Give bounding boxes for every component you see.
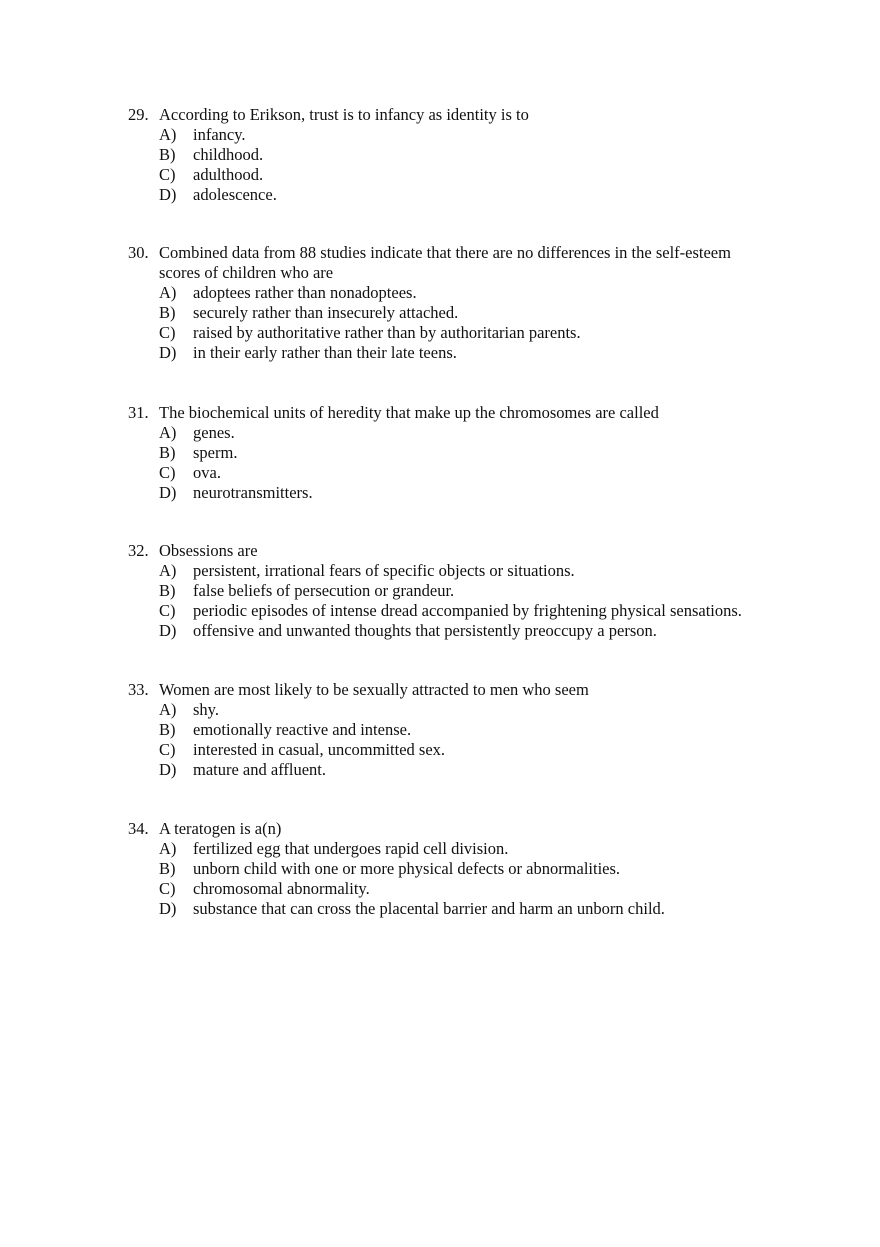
option-letter: A) [159,561,177,580]
question-31 [128,403,808,503]
option-text: unborn child with one or more physical defects or abnormalities. [193,859,621,878]
question-stem: A teratogen is a(n) [159,819,282,838]
option-text: offensive and unwanted thoughts that persistently preoccupy a person. [193,621,657,640]
question-stem [159,243,808,283]
option-text: fertilized egg that undergoes rapid cell division. [193,839,509,858]
option-letter: B) [159,859,176,878]
answer-options [159,561,808,641]
option-letter: A) [159,839,177,858]
answer-options [159,125,808,205]
answer-options [159,839,808,919]
option-text: childhood. [193,145,264,164]
option-a [159,423,808,443]
option-text: securely rather than insecurely attached. [193,303,459,322]
question-number: 30. [128,243,149,262]
option-c [159,323,808,343]
question-stem: According to Erikson, trust is to infancy as identity is to [159,105,529,124]
option-text: persistent, irrational fears of specific objects or situations. [193,561,575,580]
option-letter: D) [159,483,177,502]
option-text: mature and affluent. [193,760,327,779]
option-a [159,700,808,720]
option-text: substance that can cross the placental barrier and harm an unborn child. [193,899,665,918]
option-letter: D) [159,621,177,640]
option-c [159,601,808,621]
option-b [159,443,808,463]
option-letter: A) [159,283,177,302]
option-text: adolescence. [193,185,277,204]
option-d [159,899,808,919]
question-34 [128,819,808,919]
option-text: shy. [193,700,219,719]
option-letter: A) [159,700,177,719]
question-29 [128,105,808,205]
option-b [159,859,808,879]
option-text: periodic episodes of intense dread accompanied by frightening physical sensations. [193,601,742,620]
option-c [159,740,808,760]
option-letter: C) [159,463,176,482]
option-letter: B) [159,443,176,462]
option-letter: D) [159,899,177,918]
option-text: false beliefs of persecution or grandeur. [193,581,455,600]
answer-options [159,283,808,363]
answer-options [159,700,808,780]
option-letter: C) [159,323,176,342]
option-text: ova. [193,463,221,482]
question-stem: Women are most likely to be sexually attracted to men who seem [159,680,589,699]
option-d [159,343,808,363]
question-number: 32. [128,541,149,560]
option-text: chromosomal abnormality. [193,879,370,898]
option-a [159,125,808,145]
option-letter: D) [159,760,177,779]
question-stem-line: Combined data from 88 studies indicate that there are no differences in the self-esteem [159,243,731,262]
option-letter: C) [159,740,176,759]
option-letter: B) [159,720,176,739]
option-text: adoptees rather than nonadoptees. [193,283,417,302]
option-letter: A) [159,125,177,144]
option-text: infancy. [193,125,246,144]
question-32 [128,541,808,641]
option-text: emotionally reactive and intense. [193,720,412,739]
option-b [159,303,808,323]
option-text: sperm. [193,443,238,462]
option-letter: D) [159,343,177,362]
option-d [159,483,808,503]
option-text: genes. [193,423,235,442]
question-number: 34. [128,819,149,838]
option-a [159,283,808,303]
question-number: 31. [128,403,149,422]
option-letter: B) [159,581,176,600]
question-number: 29. [128,105,149,124]
option-c [159,165,808,185]
question-stem-line: scores of children who are [159,263,334,282]
option-text: adulthood. [193,165,264,184]
question-number: 33. [128,680,149,699]
question-stem: Obsessions are [159,541,258,560]
option-letter: D) [159,185,177,204]
option-letter: C) [159,879,176,898]
question-33 [128,680,808,780]
option-letter: C) [159,601,176,620]
option-b [159,145,808,165]
question-stem: The biochemical units of heredity that make up the chromosomes are called [159,403,659,422]
option-text: in their early rather than their late teens. [193,343,457,362]
option-text: interested in casual, uncommitted sex. [193,740,446,759]
option-text: neurotransmitters. [193,483,313,502]
option-a [159,561,808,581]
option-letter: C) [159,165,176,184]
option-d [159,760,808,780]
option-letter: B) [159,303,176,322]
option-b [159,720,808,740]
question-30 [128,243,808,363]
option-c [159,463,808,483]
option-d [159,621,808,641]
option-c [159,879,808,899]
option-b [159,581,808,601]
answer-options [159,423,808,503]
option-a [159,839,808,859]
option-letter: A) [159,423,177,442]
option-d [159,185,808,205]
option-text: raised by authoritative rather than by authoritarian parents. [193,323,581,342]
option-letter: B) [159,145,176,164]
